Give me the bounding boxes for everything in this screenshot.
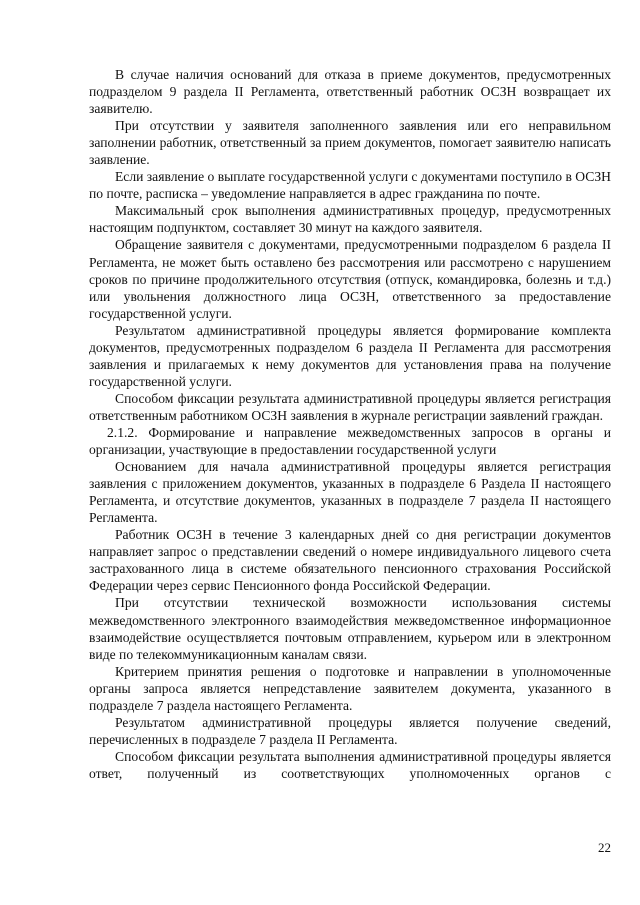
paragraph-fixation-answer: Способом фиксации результата выполнения административной процедуры является ответ, полученный из соответствующих уполномоченных органов с bbox=[89, 748, 611, 781]
page-number: 22 bbox=[598, 840, 611, 855]
paragraph-basis-start: Основанием для начала административной процедуры является регистрация заявления с приложением документов, указанных в подразделе 6 Раздела II настоящего Регламента, и отсутствие документов, указанных в подразделе 7 раздела II настоящего Регламента. bbox=[89, 459, 611, 526]
paragraph-criterion: Критерием принятия решения о подготовке и направлении в уполномоченные органы запроса является непредставление заявителем документа, указанного в подразделе 7 раздела настоящего Регламента. bbox=[89, 663, 611, 713]
paragraph-help-application: При отсутствии у заявителя заполненного заявления или его неправильном заполнении работник, ответственный за прием документов, помогает заявителю написать заявление. bbox=[89, 118, 611, 168]
paragraph-fixation-registration: Способом фиксации результата административной процедуры является регистрация ответственным работником ОСЗН заявления в журнале регистрации заявлений граждан. bbox=[89, 390, 611, 423]
paragraph-max-duration: Максимальный срок выполнения административных процедур, предусмотренных настоящим подпунктом, составляет 30 минут на каждого заявителя. bbox=[89, 203, 611, 236]
paragraph-result-set: Результатом административной процедуры является формирование комплекта документов, предусмотренных подразделом 6 раздела II Регламента для рассмотрения заявления и прилагаемых к нему документов для установления права на получение государственной услуги. bbox=[89, 322, 611, 389]
document-body bbox=[89, 66, 611, 782]
paragraph-refusal-return: В случае наличия оснований для отказа в приеме документов, предусмотренных подразделом 9 раздела II Регламента, ответственный работник ОСЗН возвращает их заявителю. bbox=[89, 67, 611, 117]
section-heading-2-1-2: 2.1.2. Формирование и направление межведомственных запросов в органы и организации, участвующие в предоставлении государственной услуги bbox=[89, 424, 611, 458]
paragraph-result-info: Результатом административной процедуры является получение сведений, перечисленных в подразделе 7 раздела II Регламента. bbox=[89, 714, 611, 747]
paragraph-request-pfr: Работник ОСЗН в течение 3 календарных дней со дня регистрации документов направляет запрос о представлении сведений о номере индивидуального лицевого счета застрахованного лица в системе обязательного пенсионного страхования Российской Федерации через сервис Пенсионного фонда Российской Федерации. bbox=[89, 527, 611, 594]
paragraph-no-tech-possibility: При отсутствии технической возможности использования системы межведомственного электронного взаимодействия межведомственное информационное взаимодействие осуществляется почтовым отправлением, курьером или в электронном виде по телекоммуникационным каналам связи. bbox=[89, 595, 611, 662]
paragraph-no-delay: Обращение заявителя с документами, предусмотренными подразделом 6 раздела II Регламента, не может быть оставлено без рассмотрения или рассмотрено с нарушением сроков по причине продолжительного отсутствия (отпуск, командировка, болезнь и т.д.) или увольнения должностного лица ОСЗН, ответственного за предоставление государственной услуги. bbox=[89, 237, 611, 321]
paragraph-mail-receipt: Если заявление о выплате государственной услуги с документами поступило в ОСЗН по почте, расписка – уведомление направляется в адрес гражданина по почте. bbox=[89, 169, 611, 202]
